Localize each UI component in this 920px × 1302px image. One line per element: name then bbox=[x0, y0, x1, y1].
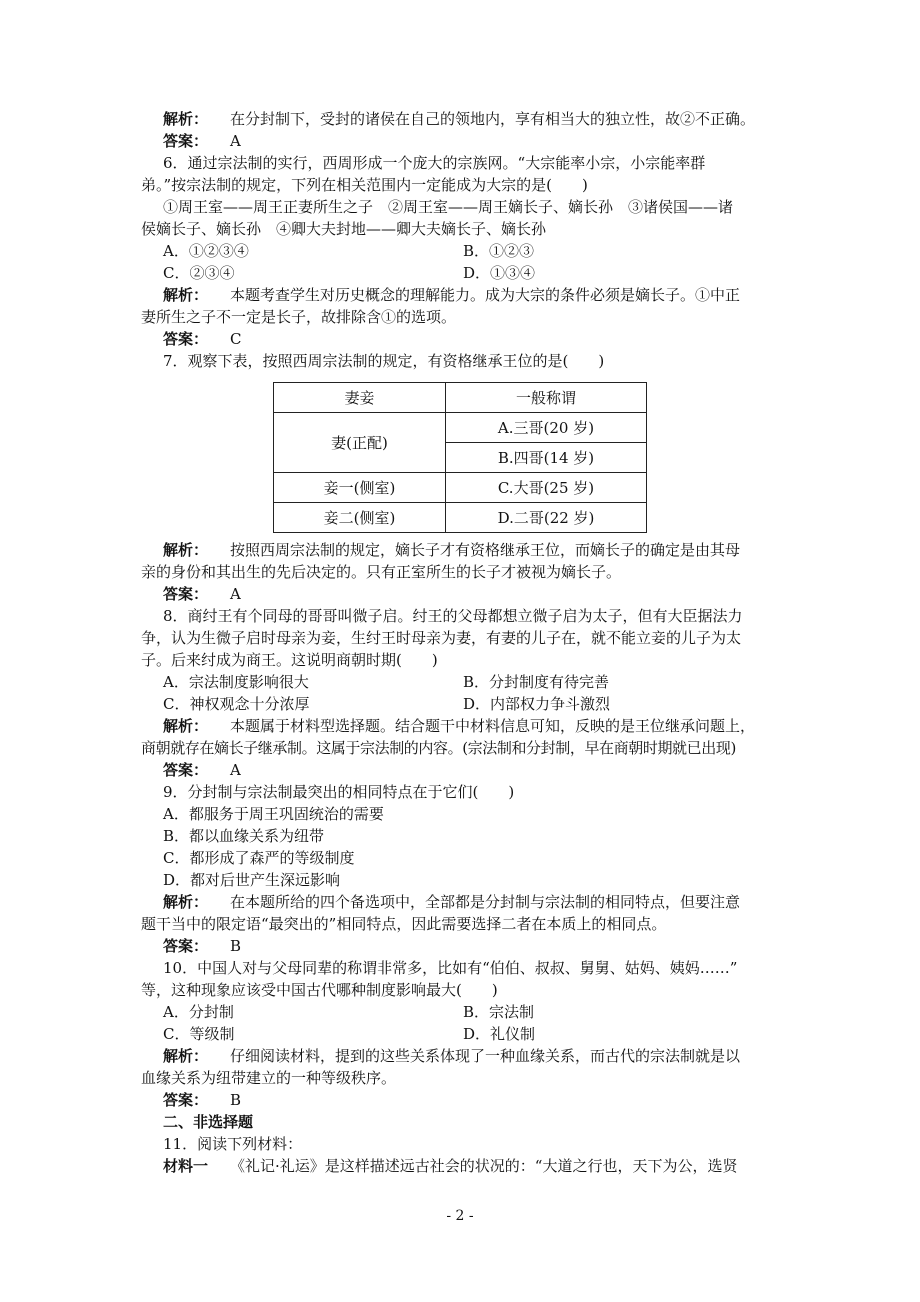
explanation-text: 按照西周宗法制的规定，嫡长子才有资格继承王位，而嫡长子的确定是由其母 bbox=[230, 541, 741, 559]
q6-explanation-line-2: 妻所生之子不一定是长子，故排除含①的选项。 bbox=[141, 308, 457, 326]
answer-label: 答案： bbox=[163, 132, 209, 150]
q9-stem-line: 9．分封制与宗法制最突出的相同特点在于它们( ) bbox=[163, 783, 515, 801]
q8-stem-line-1: 8．商纣王有个同母的哥哥叫微子启。纣王的父母都想立微子启为太子，但有大臣据法力 bbox=[163, 607, 743, 625]
explanation-line bbox=[163, 108, 791, 130]
explanation-label: 解析： bbox=[163, 1047, 209, 1065]
answer-value: B bbox=[230, 1091, 242, 1109]
q10-stem-line-1: 10．中国人对与父母同辈的称谓非常多，比如有“伯伯、叔叔、舅舅、姑妈、姨妈……” bbox=[163, 959, 738, 977]
q10-stem-line-2: 等，这种现象应该受中国古代哪种制度影响最大( ) bbox=[141, 981, 498, 999]
q9-answer-line bbox=[163, 935, 791, 957]
q9-option-d: D．都对后世产生深远影响 bbox=[163, 871, 341, 889]
answer-label: 答案： bbox=[163, 937, 209, 955]
q8-option-a: A．宗法制度影响很大 bbox=[163, 673, 309, 691]
q6-option-b: B．①②③ bbox=[463, 242, 535, 260]
q9-option-b: B．都以血缘关系为纽带 bbox=[163, 827, 325, 845]
q10-options-row-1 bbox=[163, 1001, 791, 1023]
q6-stem-line-2: 弟。”按宗法制的规定，下列在相关范围内一定能成为大宗的是( ) bbox=[141, 176, 588, 194]
q6-items-line-2: 侯嫡长子、嫡长孙 ④卿大夫封地——卿大夫嫡长子、嫡长孙 bbox=[141, 220, 547, 238]
q8-explanation-line-2: 商朝就存在嫡长子继承制。这属于宗法制的内容。(宗法制和分封制，早在商朝时期就已出现) bbox=[141, 739, 736, 757]
table-header-cell: 妻妾 bbox=[274, 383, 446, 413]
table-cell: 妾二(侧室) bbox=[274, 503, 446, 533]
answer-value: A bbox=[230, 585, 241, 603]
page-body bbox=[141, 108, 791, 1177]
answer-value: A bbox=[230, 761, 241, 779]
q6-options-row-2 bbox=[163, 262, 791, 284]
explanation-label: 解析： bbox=[163, 110, 209, 128]
table-header-row bbox=[274, 383, 647, 413]
q10-option-b: B．宗法制 bbox=[463, 1003, 535, 1021]
q6-option-c: C．②③④ bbox=[163, 264, 235, 282]
q8-options-row-1 bbox=[163, 671, 791, 693]
table-cell: A.三哥(20 岁) bbox=[446, 413, 647, 443]
q10-answer-line bbox=[163, 1089, 791, 1111]
q8-option-d: D．内部权力争斗激烈 bbox=[463, 695, 611, 713]
table-cell: C.大哥(25 岁) bbox=[446, 473, 647, 503]
q11-material-line bbox=[163, 1155, 791, 1177]
q8-option-b: B．分封制度有待完善 bbox=[463, 673, 610, 691]
q9-option-c: C．都形成了森严的等级制度 bbox=[163, 849, 355, 867]
q6-option-a: A．①②③④ bbox=[163, 242, 249, 260]
answer-value: C bbox=[230, 330, 242, 348]
answer-line bbox=[163, 130, 791, 152]
q8-answer-line bbox=[163, 759, 791, 781]
succession-table bbox=[273, 382, 647, 533]
q10-explanation-line-1 bbox=[163, 1045, 791, 1067]
table-cell: 妻(正配) bbox=[274, 413, 446, 473]
q8-option-c: C．神权观念十分浓厚 bbox=[163, 695, 310, 713]
q7-answer-line bbox=[163, 583, 791, 605]
q10-option-d: D．礼仪制 bbox=[463, 1025, 536, 1043]
q10-option-c: C．等级制 bbox=[163, 1025, 235, 1043]
answer-label: 答案： bbox=[163, 1091, 209, 1109]
explanation-label: 解析： bbox=[163, 541, 209, 559]
table-cell: 妾一(侧室) bbox=[274, 473, 446, 503]
table-row bbox=[274, 413, 647, 443]
section-heading: 二、非选择题 bbox=[163, 1113, 254, 1131]
q6-answer-line bbox=[163, 328, 791, 350]
q7-explanation-line-2: 亲的身份和其出生的先后决定的。只有正室所生的长子才被视为嫡长子。 bbox=[141, 563, 622, 581]
q6-option-d: D．①③④ bbox=[463, 264, 536, 282]
succession-table-wrapper bbox=[273, 382, 791, 533]
q7-explanation-line-1 bbox=[163, 539, 791, 561]
explanation-label: 解析： bbox=[163, 893, 209, 911]
explanation-text: 本题考查学生对历史概念的理解能力。成为大宗的条件必须是嫡长子。①中正 bbox=[230, 286, 741, 304]
table-cell: D.二哥(22 岁) bbox=[446, 503, 647, 533]
explanation-text: 在本题所给的四个备选项中，全部都是分封制与宗法制的相同特点，但要注意 bbox=[230, 893, 741, 911]
q11-stem-line: 11．阅读下列材料： bbox=[163, 1135, 303, 1153]
answer-value: B bbox=[230, 937, 242, 955]
q8-options-row-2 bbox=[163, 693, 791, 715]
material-label: 材料一 bbox=[163, 1157, 209, 1175]
table-cell: B.四哥(14 岁) bbox=[446, 443, 647, 473]
explanation-text: 在分封制下，受封的诸侯在自己的领地内，享有相当大的独立性，故②不正确。 bbox=[230, 110, 756, 128]
table-row bbox=[274, 503, 647, 533]
q6-stem-line-1: 6．通过宗法制的实行，西周形成一个庞大的宗族网。“大宗能率小宗，小宗能率群 bbox=[163, 154, 706, 172]
q8-stem-line-2: 争，认为生微子启时母亲为妾，生纣王时母亲为妻，有妻的儿子在，就不能立妾的儿子为太 bbox=[141, 629, 742, 647]
q10-option-a: A．分封制 bbox=[163, 1003, 234, 1021]
explanation-text: 仔细阅读材料，提到的这些关系体现了一种血缘关系，而古代的宗法制就是以 bbox=[230, 1047, 741, 1065]
answer-label: 答案： bbox=[163, 761, 209, 779]
page-number: - 2 - bbox=[446, 1208, 474, 1224]
explanation-text: 本题属于材料型选择题。结合题干中材料信息可知，反映的是王位继承问题上， bbox=[230, 717, 756, 735]
q10-options-row-2 bbox=[163, 1023, 791, 1045]
table-header-cell: 一般称谓 bbox=[446, 383, 647, 413]
q7-stem-line: 7．观察下表，按照西周宗法制的规定，有资格继承王位的是( ) bbox=[163, 352, 605, 370]
q9-explanation-line-1 bbox=[163, 891, 791, 913]
q8-explanation-line-1 bbox=[163, 715, 791, 737]
q10-explanation-line-2: 血缘关系为纽带建立的一种等级秩序。 bbox=[141, 1069, 397, 1087]
answer-value: A bbox=[230, 132, 241, 150]
q9-explanation-line-2: 题干当中的限定语“最突出的”相同特点，因此需要选择二者在本质上的相同点。 bbox=[141, 915, 667, 933]
q6-options-row-1 bbox=[163, 240, 791, 262]
q8-stem-line-3: 子。后来纣成为商王。这说明商朝时期( ) bbox=[141, 651, 438, 669]
explanation-label: 解析： bbox=[163, 717, 209, 735]
material-text: 《礼记·礼运》是这样描述远古社会的状况的：“大道之行也，天下为公，选贤 bbox=[230, 1157, 738, 1175]
answer-label: 答案： bbox=[163, 585, 209, 603]
answer-label: 答案： bbox=[163, 330, 209, 348]
explanation-label: 解析： bbox=[163, 286, 209, 304]
q9-option-a: A．都服务于周王巩固统治的需要 bbox=[163, 805, 384, 823]
q6-explanation-line-1 bbox=[163, 284, 791, 306]
table-row bbox=[274, 473, 647, 503]
q6-items-line-1: ①周王室——周王正妻所生之子 ②周王室——周王嫡长子、嫡长孙 ③诸侯国——诸 bbox=[163, 198, 734, 216]
